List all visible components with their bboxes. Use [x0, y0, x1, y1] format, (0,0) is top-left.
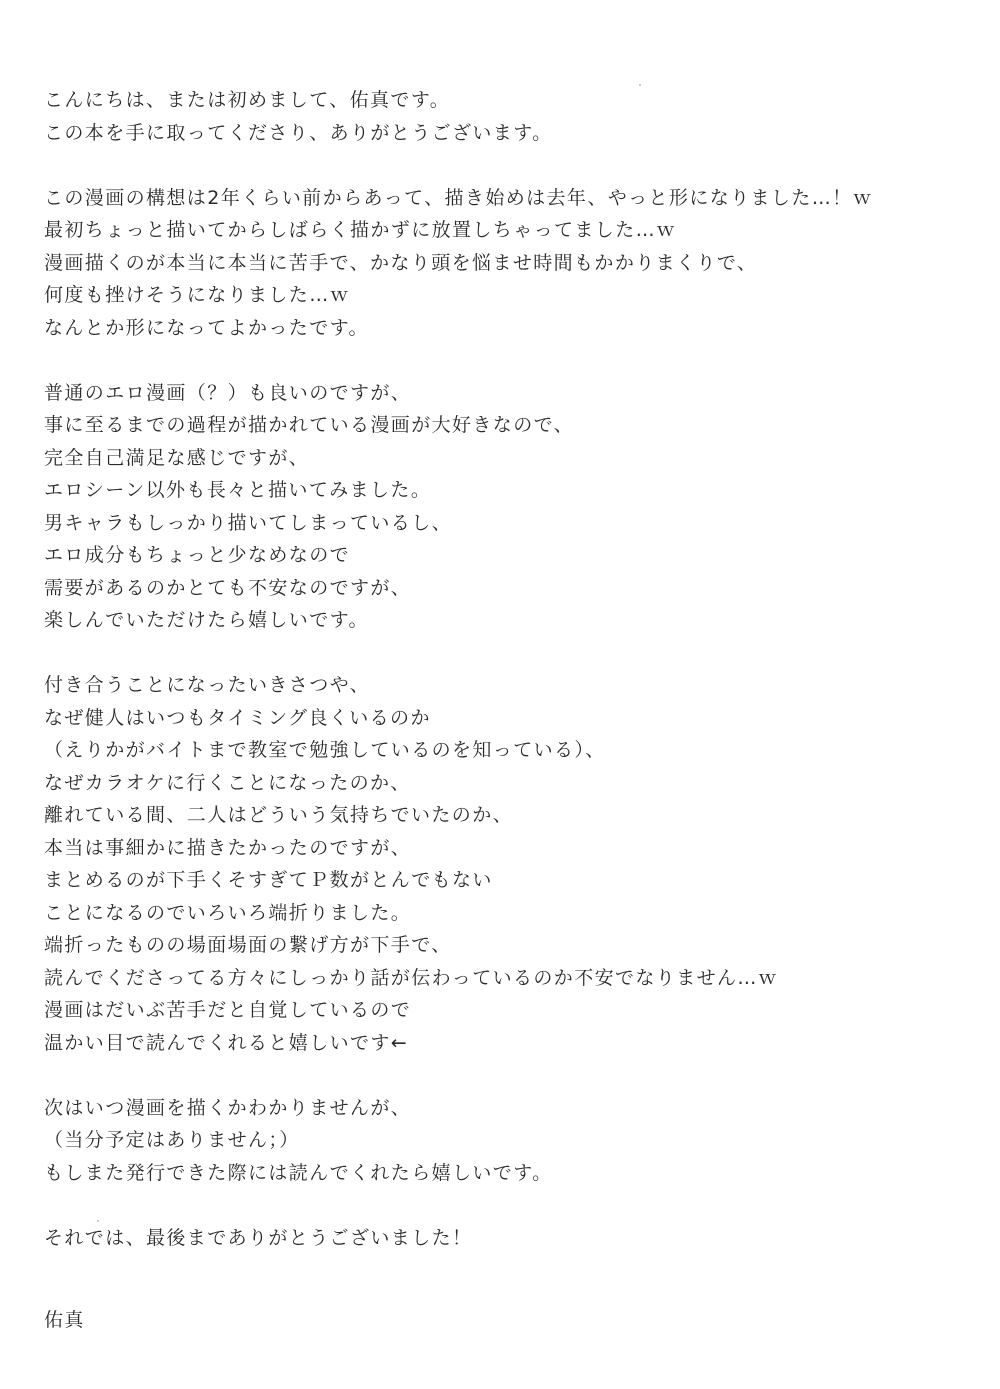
- afterword-letter: [44, 84, 944, 1337]
- letter-line: この本を手に取ってくださり、ありがとうございます。: [44, 121, 553, 144]
- letter-line: エロシーン以外も長々と描いてみました。: [44, 479, 432, 501]
- letter-line: 次はいつ漫画を描くかわかりませんが、: [44, 1096, 412, 1119]
- letter-line: この漫画の構想は2年くらい前からあって、描き始めは去年、やっと形になりました…！ｗ: [44, 186, 873, 209]
- letter-line: 漫画はだいぶ苦手だと自覚しているので: [44, 999, 412, 1021]
- next-work-paragraph: [44, 1092, 944, 1190]
- letter-line: 普通のエロ漫画（？）も良いのですが、: [44, 381, 412, 404]
- letter-line: （えりかがバイトまで教室で勉強しているのを知っている）、: [44, 739, 606, 761]
- author-signature: 佑真: [44, 1309, 85, 1331]
- letter-line: それでは、最後までありがとうございました！: [44, 1226, 473, 1249]
- letter-line: 事に至るまでの過程が描かれている漫画が大好きなので、: [44, 414, 575, 436]
- letter-line: 何度も挫けそうになりました…ｗ: [44, 284, 351, 306]
- letter-line: 読んでくださってる方々にしっかり話が伝わっているのか不安でなりません…ｗ: [44, 966, 779, 989]
- letter-line: 本当は事細かに描きたかったのですが、: [44, 836, 412, 859]
- letter-line: 男キャラもしっかり描いてしまっているし、: [44, 511, 453, 534]
- letter-line: 付き合うことになったいきさつや、: [44, 674, 371, 696]
- concept-paragraph: [44, 182, 944, 345]
- letter-line: もしまた発行できた際には読んでくれたら嬉しいです。: [44, 1161, 553, 1184]
- letter-line: まとめるのが下手くそすぎてＰ数がとんでもない: [44, 869, 493, 891]
- letter-line: 最初ちょっと描いてからしばらく描かずに放置しちゃってました…ｗ: [44, 219, 677, 241]
- letter-line: なんとか形になってよかったです。: [44, 316, 369, 339]
- letter-line: 完全自己満足な感じですが、: [44, 446, 310, 469]
- letter-line: エロ成分もちょっと少なめなので: [44, 544, 351, 566]
- letter-line: 需要があるのかとても不安なのですが、: [44, 576, 412, 599]
- closing-paragraph: [44, 1222, 944, 1255]
- letter-line: 漫画描くのが本当に本当に苦手で、かなり頭を悩ませ時間もかかりまくりで、: [44, 251, 758, 274]
- letter-line: なぜカラオケに行くことになったのか、: [44, 771, 411, 794]
- letter-line: 離れている間、二人はどういう気持ちでいたのか、: [44, 804, 514, 826]
- letter-line: 楽しんでいただけたら嬉しいです。: [44, 609, 369, 631]
- letter-line: 温かい目で読んでくれると嬉しいです←: [44, 1031, 409, 1054]
- content-paragraph: [44, 377, 944, 637]
- greeting-paragraph: [44, 84, 944, 149]
- letter-line: ことになるのでいろいろ端折りました。: [44, 901, 412, 924]
- letter-line: 端折ったものの場面場面の繋げ方が下手で、: [44, 934, 452, 956]
- letter-line: なぜ健人はいつもタイミング良くいるのか: [44, 706, 431, 729]
- story-paragraph: [44, 669, 944, 1059]
- letter-line: （当分予定はありません；）: [44, 1129, 300, 1151]
- letter-line: こんにちは、または初めまして、佑真です。: [44, 89, 451, 111]
